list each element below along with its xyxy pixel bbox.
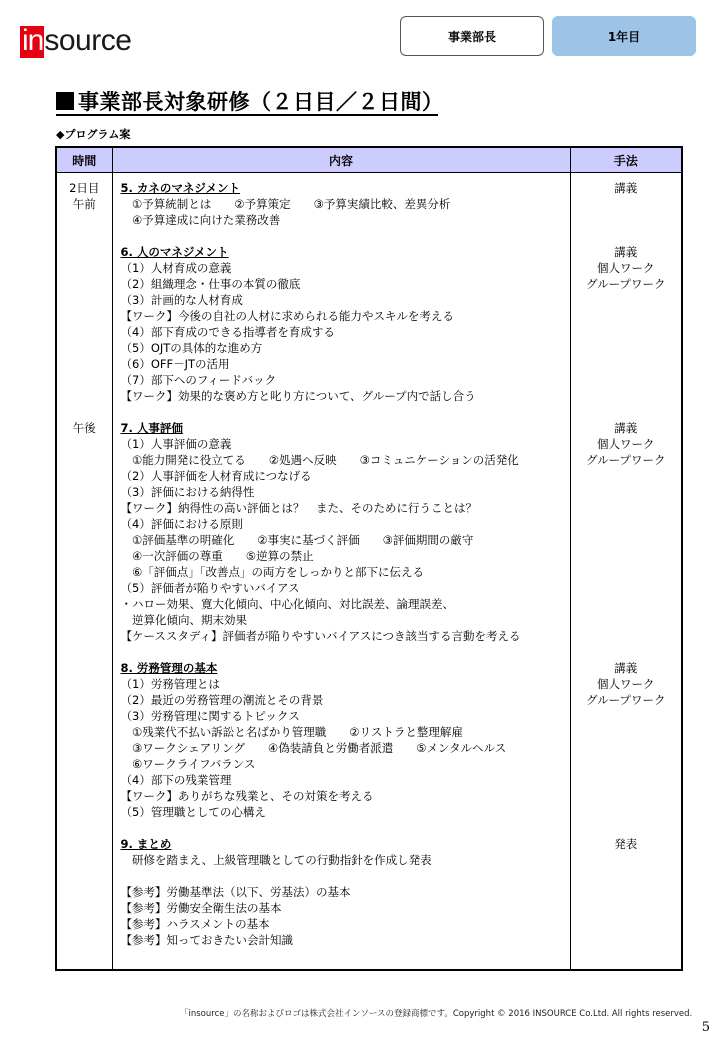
content-line: 逆算化傾向、期末効果 (120, 613, 247, 627)
method-label: 講義 (614, 245, 638, 259)
content-line: ・ハロー効果、寛大化傾向、中心化傾向、対比誤差、論理誤差、 (120, 597, 454, 611)
content-line: 【参考】知っておきたい会計知識 (120, 933, 293, 947)
content-line: ⑥ワークライフバランス (120, 757, 256, 771)
section-heading: 6. 人のマネジメント (120, 245, 229, 259)
page-number: 5 (701, 1020, 710, 1035)
method-label: グループワーク (585, 453, 666, 467)
year-badge: 1年目 (552, 16, 696, 56)
program-table (55, 146, 683, 971)
content-line: ①残業代不払い訴訟と名ばかり管理職 ②リストラと整理解雇 (120, 725, 463, 739)
content-line: ①能力開発に役立てる ②処遇へ反映 ③コミュニケーションの活発化 (120, 453, 519, 467)
content-line: 【ワーク】ありがちな残業と、その対策を考える (120, 789, 374, 803)
method-label: グループワーク (585, 693, 666, 707)
time-label: 2日目 (69, 181, 100, 195)
content-line: （1）人材育成の意義 (120, 261, 232, 275)
logo-source: source (44, 24, 132, 57)
section-heading: 5. カネのマネジメント (120, 181, 241, 195)
content-line: （3）計画的な人材育成 (120, 293, 243, 307)
section-heading: 7. 人事評価 (120, 421, 183, 435)
content-line: （3）評価における納得性 (120, 485, 255, 499)
content-line: （5）評価者が陥りやすいバイアス (120, 581, 300, 595)
role-badge: 事業部長 (400, 16, 544, 56)
section-heading: 9. まとめ (120, 837, 172, 851)
content-line: ③ワークシェアリング ④偽装請負と労働者派遣 ⑤メンタルヘルス (120, 741, 507, 755)
method-label: 講義 (614, 661, 638, 675)
method-label: 個人ワーク (597, 677, 655, 691)
content-line: 研修を踏まえ、上級管理職としての行動指針を作成し発表 (120, 853, 432, 867)
header-content: 内容 (112, 147, 570, 173)
method-label: 個人ワーク (597, 261, 655, 275)
content-line: ⑥「評価点」「改善点」の両方をしっかりと部下に伝える (120, 565, 425, 579)
content-line: 【ワーク】今後の自社の人材に求められる能力やスキルを考える (120, 309, 454, 323)
content-line: （5）管理職としての心構え (120, 805, 266, 819)
time-label: 午前 (72, 197, 96, 211)
content-line: ①評価基準の明確化 ②事実に基づく評価 ③評価期間の厳守 (120, 533, 474, 547)
copyright-footer: 「insource」の名称およびロゴは株式会社インソースの登録商標です。Copyright © 2016 INSOURCE Co.Ltd. All rights reserved. (180, 1009, 693, 1019)
content-line: 【ワーク】効果的な褒め方と叱り方について、グループ内で話し合う (120, 389, 476, 403)
content-line: 【参考】労働安全衛生法の基本 (120, 901, 282, 915)
content-line: ①予算統制とは ②予算策定 ③予算実績比較、差異分析 (120, 197, 451, 211)
title-underline (56, 114, 438, 116)
method-label: グループワーク (585, 277, 666, 291)
content-line: （4）評価における原則 (120, 517, 243, 531)
page-title (56, 86, 444, 116)
content-line: 【参考】労働基準法（以下、労基法）の基本 (120, 885, 351, 899)
content-line: （5）OJTの具体的な進め方 (120, 341, 263, 355)
content-line: 【参考】ハラスメントの基本 (120, 917, 270, 931)
content-line: （4）部下育成のできる指導者を育成する (120, 325, 335, 339)
section-heading: 8. 労務管理の基本 (120, 661, 218, 675)
method-label: 個人ワーク (597, 437, 655, 451)
content-line: （6）OFF－JTの活用 (120, 357, 230, 371)
time-label: 午後 (72, 421, 96, 435)
method-label: 講義 (614, 421, 638, 435)
program-subtitle: ◆プログラム案 (56, 128, 131, 141)
method-label: 講義 (614, 181, 638, 195)
content-line: ④予算達成に向けた業務改善 (120, 213, 281, 227)
logo-in: in (22, 24, 44, 57)
page-title-text: 事業部長対象研修（２日目／２日間） (78, 90, 444, 114)
content-line: ④一次評価の尊重 ⑤逆算の禁止 (120, 549, 314, 563)
content-line: （2）最近の労務管理の潮流とその背景 (120, 693, 324, 707)
title-square-icon (56, 92, 74, 110)
content-column (112, 173, 570, 971)
time-column (56, 173, 112, 971)
content-line: 【ワーク】納得性の高い評価とは？ また、そのために行うことは？ (120, 501, 477, 515)
content-line: （3）労務管理に関するトピックス (120, 709, 300, 723)
content-line: 【ケーススタディ】評価者が陥りやすいバイアスにつき該当する言動を考える (120, 629, 521, 643)
method-column (570, 173, 682, 971)
method-label: 発表 (614, 837, 638, 851)
header-method: 手法 (570, 147, 682, 173)
content-line: （2）組織理念・仕事の本質の徹底 (120, 277, 301, 291)
content-line: （7）部下へのフィードバック (120, 373, 277, 387)
insource-logo (20, 24, 131, 58)
content-line: （1）人事評価の意義 (120, 437, 232, 451)
content-line: （1）労務管理とは (120, 677, 220, 691)
header-time: 時間 (56, 147, 112, 173)
content-line: （4）部下の残業管理 (120, 773, 232, 787)
content-line: （2）人事評価を人材育成につなげる (120, 469, 312, 483)
